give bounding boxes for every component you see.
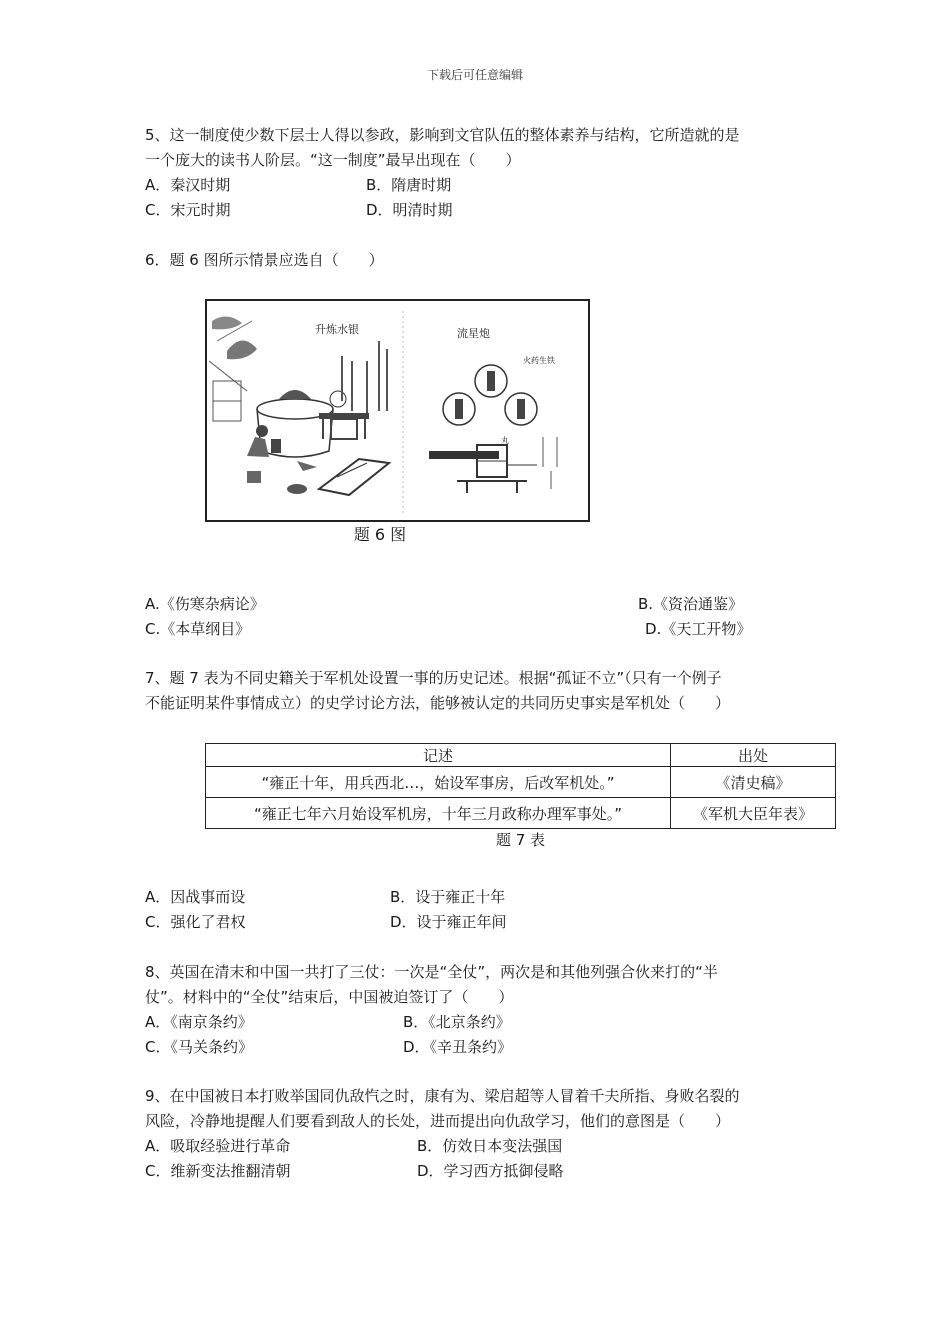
q6-figure-right-title: 流星炮: [457, 327, 490, 340]
q7-option-a: A．因战事而设: [145, 888, 246, 906]
q7-table: [205, 743, 836, 829]
q5-option-a: A．秦汉时期: [145, 176, 231, 194]
q7-option-d: D．设于雍正年间: [390, 913, 507, 931]
q6-option-b: B.《资治通鉴》: [638, 595, 744, 613]
q9-option-c: C．维新变法推翻清朝: [145, 1162, 291, 1180]
table-row: [206, 767, 836, 798]
q8-option-d: D．《辛丑条约》: [403, 1038, 513, 1056]
q8-option-b: B．《北京条约》: [403, 1013, 511, 1031]
table-cell-source: 《军机大臣年表》: [671, 798, 836, 829]
q5-option-c: C．宋元时期: [145, 201, 231, 219]
q7-option-c: C．强化了君权: [145, 913, 246, 931]
q8-option-c: C．《马关条约》: [145, 1038, 253, 1056]
q8-stem-line1: 8、英国在清末和中国一共打了三仗：一次是“全仗”，两次是和其他列强合伙来打的“半: [145, 963, 718, 981]
q5-stem-line2: 一个庞大的读书人阶层。“这一制度”最早出现在（ ）: [145, 151, 521, 169]
table-header-source: 出处: [671, 744, 836, 767]
table-cell-source: 《清史稿》: [671, 767, 836, 798]
table-row: [206, 798, 836, 829]
q7-table-caption: 题 7 表: [495, 831, 546, 849]
table-cell-record: “雍正七年六月始设军机房，十年三月政称办理军事处。”: [206, 798, 671, 829]
table-cell-record: “雍正十年，用兵西北…，始设军事房，后改军机处。”: [206, 767, 671, 798]
q6-option-d: D.《天工开物》: [645, 620, 752, 638]
q9-option-d: D．学习西方抵御侵略: [417, 1162, 564, 1180]
q8-option-a: A．《南京条约》: [145, 1013, 253, 1031]
q9-stem-line1: 9、在中国被日本打败举国同仇敌忾之时，康有为、梁启超等人冒着千夫所指、身败名裂的: [145, 1087, 740, 1105]
q5-option-b: B．隋唐时期: [366, 176, 452, 194]
q7-stem-line2: 不能证明某件事情成立）的史学讨论方法，能够被认定的共同历史事实是军机处（ ）: [145, 694, 731, 712]
q6-stem: 6．题 6 图所示情景应选自（ ）: [145, 251, 384, 269]
q6-figure-label-1: 火药生铁: [523, 356, 555, 365]
q6-figure: [205, 299, 590, 522]
q6-figure-label-2: 丸: [501, 436, 509, 445]
q8-stem-line2: 仗”。材料中的“全仗”结束后，中国被迫签订了（ ）: [145, 988, 514, 1006]
q6-option-a: A.《伤寒杂病论》: [145, 595, 265, 613]
q6-option-c: C.《本草纲目》: [145, 620, 251, 638]
q9-option-a: A．吸取经验进行革命: [145, 1137, 291, 1155]
q9-option-b: B．仿效日本变法强国: [417, 1137, 563, 1155]
table-header-record: 记述: [206, 744, 671, 767]
q9-stem-line2: 风险，冷静地提醒人们要看到敌人的长处，进而提出向仇敌学习，他们的意图是（ ）: [145, 1112, 731, 1130]
q7-option-b: B．设于雍正十年: [390, 888, 506, 906]
q6-figure-left-label: 升炼水银: [315, 323, 359, 336]
q6-figure-caption: 题 6 图: [353, 525, 407, 544]
q7-stem-line1: 7、题 7 表为不同史籍关于军机处设置一事的历史记述。根据“孤证不立”（只有一个例子: [145, 669, 722, 687]
q6-illustration: [207, 301, 588, 520]
page-header: 下载后可任意编辑: [426, 68, 523, 82]
q5-stem-line1: 5、这一制度使少数下层士人得以参政，影响到文官队伍的整体素养与结构，它所造就的是: [145, 126, 740, 144]
q5-option-d: D．明清时期: [366, 201, 453, 219]
